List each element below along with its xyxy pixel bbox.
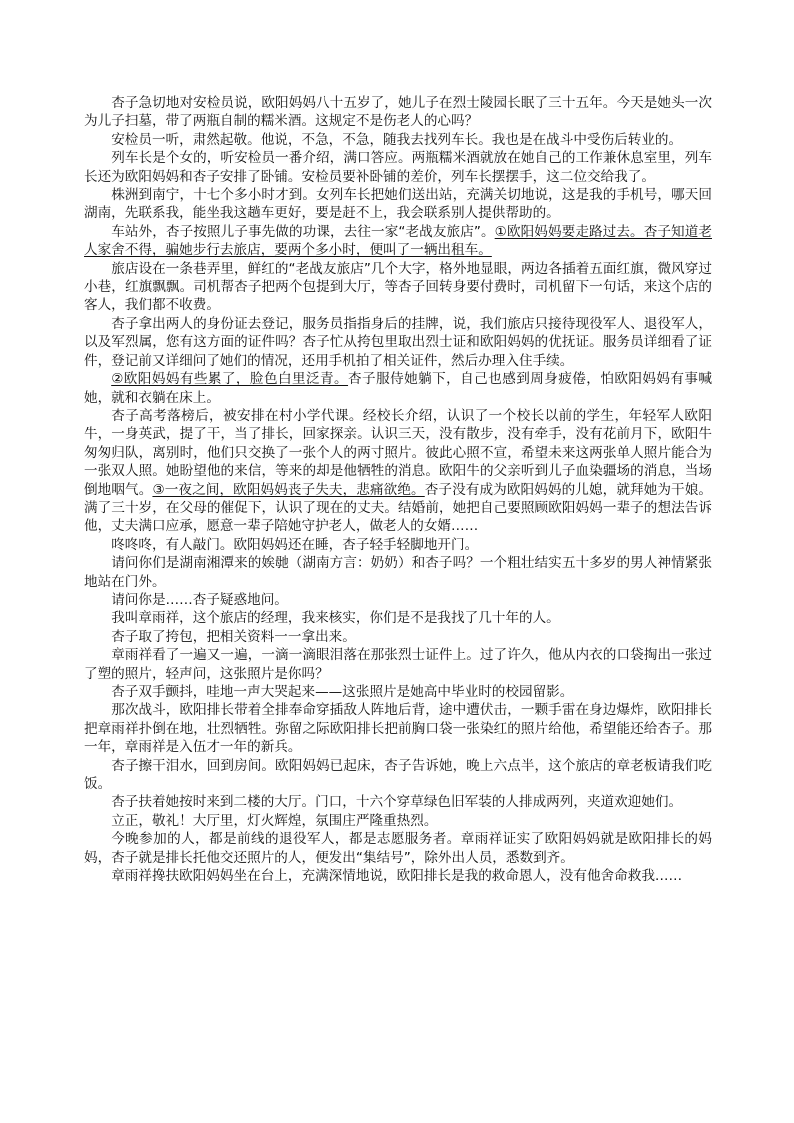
paragraph: 请问你们是湖南湘潭来的娭毑（湖南方言：奶奶）和杏子吗？一个粗壮结实五十多岁的男人神情紧张地站在门外。 bbox=[84, 555, 712, 590]
paragraph: 我叫章雨祥，这个旅店的经理，我来核实，你们是不是我找了几十年的人。 bbox=[111, 610, 560, 627]
paragraph: 请问你是……杏子疑惑地问。 bbox=[111, 591, 288, 608]
paragraph: 杏子取了挎包，把相关资料一一拿出来。 bbox=[111, 628, 356, 645]
paragraph: 旅店设在一条巷弄里，鲜红的“老战友旅店”几个大字，格外地显眼，两边各插着五面红旗，微风穿过小巷，红旗飘飘。司机帮杏子把两个包提到大厅，等杏子回转身要付费时，司机留下一句话，来这个店的客人，我们都不收费。 bbox=[84, 260, 712, 314]
article-body bbox=[84, 94, 712, 885]
paragraph: 章雨祥搀扶欧阳妈妈坐在台上，充满深情地说，欧阳排长是我的救命恩人，没有他舍命救我…… bbox=[111, 868, 683, 885]
paragraph-text: 杏子高考落榜后，被安排在村小学代课。经校长介绍，认识了一个校长以前的学生，年轻军人欧阳牛，一身英武，提了干，当了排长，回家探亲。认识三天，没有散步，没有牵手，没有花前月下，欧阳牛匆匆归队，离别时，他们只交换了一张个人的两寸照片。彼此心照不宣，希望未来这两张单人照片能合为一张双人照。她盼望他的来信，等来的却是他牺牲的消息。欧阳牛的父亲听到儿子血染疆场的消息，当场倒地咽气。 bbox=[84, 407, 712, 498]
paragraph-text: 车站外，杏子按照儿子事先做的功课，去往一家“老战友旅店”。 bbox=[111, 223, 495, 240]
paragraph-text: 杏子服侍她躺下，自己也感到周身疲倦，怕欧阳妈妈有事喊她，就和衣躺在床上。 bbox=[84, 371, 713, 406]
paragraph: 咚咚咚，有人敲门。欧阳妈妈还在睡，杏子轻手轻脚地开门。 bbox=[111, 536, 479, 553]
paragraph: 杏子双手颤抖，哇地一声大哭起来——这张照片是她高中毕业时的校园留影。 bbox=[111, 684, 574, 700]
paragraph bbox=[84, 407, 712, 536]
paragraph: 杏子急切地对安检员说，欧阳妈妈八十五岁了，她儿子在烈士陵园长眠了三十五年。今天是她头一次为儿子扫墓，带了两瓶自制的糯米酒。这规定不是伤老人的心吗？ bbox=[84, 95, 712, 130]
paragraph-text: 杏子没有成为欧阳妈妈的儿媳，就拜她为干娘。满了三十岁，在父母的催促下，认识了现在的丈夫。结婚前，她把自己要照顾欧阳妈妈一辈子的想法告诉他，丈夫满口应承，愿意一辈子陪她守护老人，做老人的女婿…… bbox=[84, 481, 713, 535]
paragraph: 今晚参加的人，都是前线的退役军人，都是志愿服务者。章雨祥证实了欧阳妈妈就是欧阳排长的妈妈，杏子就是排长托他交还照片的人，便发出“集结号”，除外出人员，悉数到齐。 bbox=[84, 831, 712, 866]
underlined-sentence-2: ②欧阳妈妈有些累了，脸色白里泛青。 bbox=[111, 371, 349, 388]
paragraph: 杏子拿出两人的身份证去登记，服务员指指身后的挂牌，说，我们旅店只接待现役军人、退役军人，以及军烈属，您有这方面的证件吗？杏子忙从挎包里取出烈士证和欧阳妈妈的优抚证。服务员详细看了证件，登记前又详细问了她们的情况，还用手机拍了相关证件，然后办理入住手续。 bbox=[84, 315, 712, 369]
underlined-sentence-1: ①欧阳妈妈要走路过去。杏子知道老人家舍不得，骗她步行去旅店，要两个多小时，便叫了一辆出租车。 bbox=[84, 223, 712, 259]
paragraph: 立正，敬礼！大厅里，灯火辉煌，氛围庄严隆重热烈。 bbox=[111, 812, 438, 829]
paragraph: 杏子擦干泪水，回到房间。欧阳妈妈已起床，杏子告诉她，晚上六点半，这个旅店的章老板请我们吃饭。 bbox=[84, 757, 712, 793]
paragraph: 章雨祥看了一遍又一遍，一滴一滴眼泪落在那张烈士证件上。过了许久，他从内衣的口袋掏出一张过了塑的照片，轻声问，这张照片是你吗？ bbox=[84, 647, 712, 682]
underlined-sentence-3: ③一夜之间，欧阳妈妈丧子失夫，悲痛欲绝。 bbox=[152, 481, 425, 498]
paragraph: 列车长是个女的，听安检员一番介绍，满口答应。两瓶糯米酒就放在她自己的工作兼休息室里，列车长还为欧阳妈妈和杏子安排了卧铺。安检员要补卧铺的差价，列车长摆摆手，这二位交给我了。 bbox=[84, 150, 712, 185]
paragraph bbox=[84, 370, 712, 407]
paragraph: 那次战斗，欧阳排长带着全排奉命穿插敌人阵地后背，途中遭伏击，一颗手雷在身边爆炸，欧阳排长把章雨祥扑倒在地，壮烈牺牲。弥留之际欧阳排长把前胸口袋一张染红的照片给他，希望能还给杏子。那一年，章雨祥是入伍才一年的新兵。 bbox=[84, 702, 712, 756]
paragraph: 杏子扶着她按时来到二楼的大厅。门口，十六个穿草绿色旧军装的人排成两列，夹道欢迎她们。 bbox=[111, 794, 683, 811]
paragraph: 安检员一听，肃然起敬。他说，不急，不急，随我去找列车长。我也是在战斗中受伤后转业的。 bbox=[111, 131, 683, 148]
paragraph bbox=[84, 223, 712, 260]
paragraph: 株洲到南宁，十七个多小时才到。女列车长把她们送出站，充满关切地说，这是我的手机号，哪天回湖南，先联系我，能坐我这趟车更好，要是赶不上，我会联系别人提供帮助的。 bbox=[84, 187, 712, 222]
